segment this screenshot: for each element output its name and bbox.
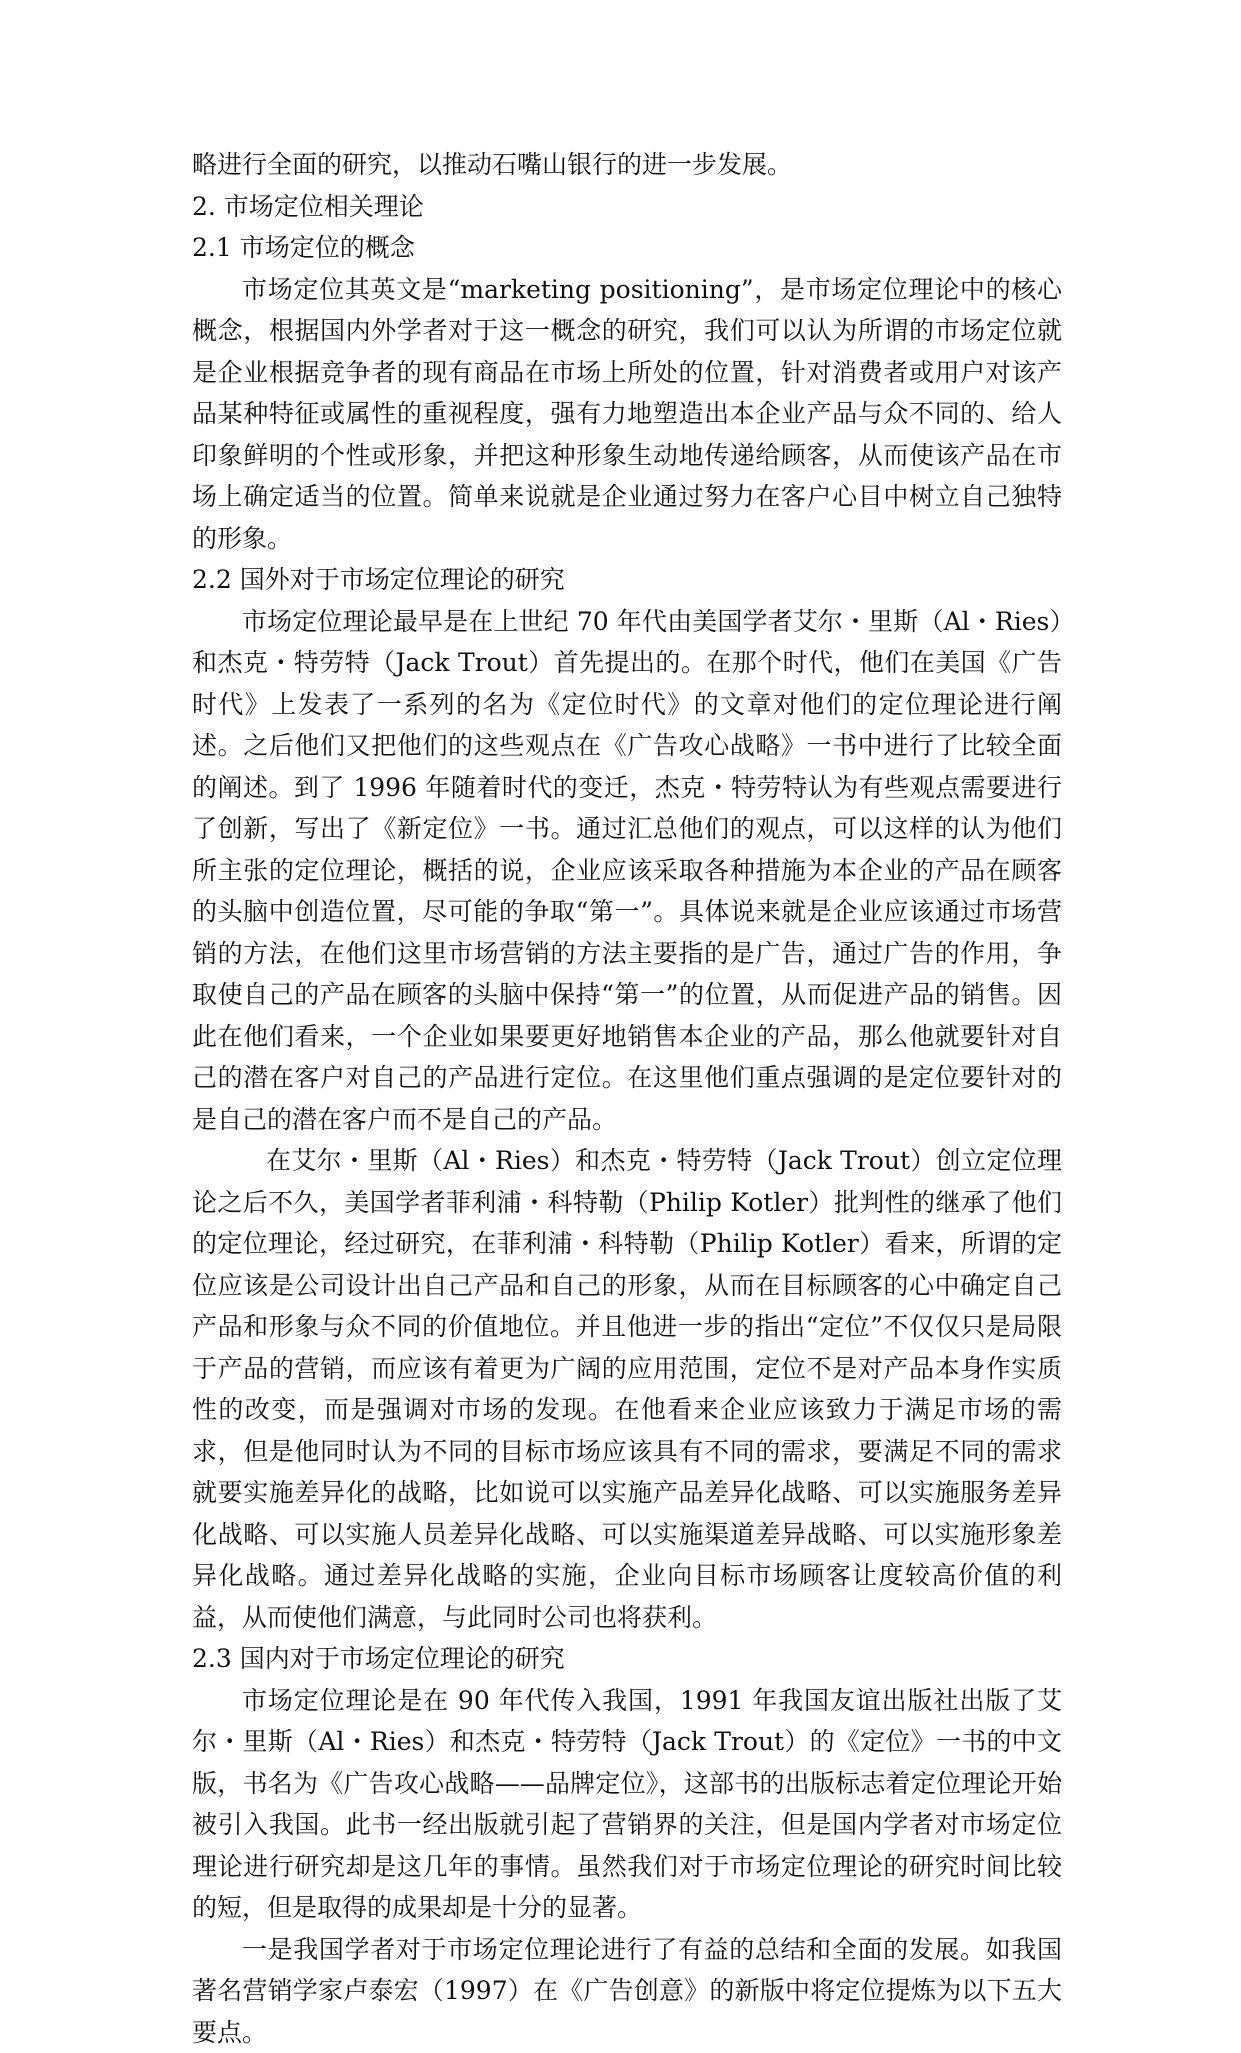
body-paragraph: 市场定位其英文是“marketing positioning”，是市场定位理论中的核心概念，根据国内外学者对于这一概念的研究，我们可以认为所谓的市场定位就是企业根据竞争者的现有商品在市场上所处的位置，针对消费者或用户对该产品某种特征或属性的重视程度，强有力地塑造出本企业产品与众不同的、给人印象鲜明的个性或形象，并把这种形象生动地传递给顾客，从而使该产品在市场上确定适当的位置。简单来说就是企业通过努力在客户心目中树立自己独特的形象。 <box>192 269 1062 560</box>
body-paragraph: 在艾尔・里斯（Al・Ries）和杰克・特劳特（Jack Trout）创立定位理论之后不久，美国学者菲利浦・科特勒（Philip Kotler）批判性的继承了他们的定位理论，经过研究，在菲利浦・科特勒（Philip Kotler）看来，所谓的定位应该是公司设计出自己产品和自己的形象，从而在目标顾客的心中确定自己产品和形象与众不同的价值地位。并且他进一步的指出“定位”不仅仅只是局限于产品的营销，而应该有着更为广阔的应用范围，定位不是对产品本身作实质性的改变，而是强调对市场的发现。在他看来企业应该致力于满足市场的需求，但是他同时认为不同的目标市场应该具有不同的需求，要满足不同的需求就要实施差异化的战略，比如说可以实施产品差异化战略、可以实施服务差异化战略、可以实施人员差异化战略、可以实施渠道差异战略、可以实施形象差异化战略。通过差异化战略的实施，企业向目标市场顾客让度较高价值的利益，从而使他们满意，与此同时公司也将获利。 <box>192 1140 1062 1638</box>
subsection-heading: 2.1 市场定位的概念 <box>192 227 1062 269</box>
body-paragraph: 一是我国学者对于市场定位理论进行了有益的总结和全面的发展。如我国著名营销学家卢泰宏（1997）在《广告创意》的新版中将定位提炼为以下五大要点。 <box>192 1929 1062 2053</box>
body-paragraph: 市场定位理论是在 90 年代传入我国，1991 年我国友谊出版社出版了艾尔・里斯（Al・Ries）和杰克・特劳特（Jack Trout）的《定位》一书的中文版，书名为《广告攻心战略——品牌定位》，这部书的出版标志着定位理论开始被引入我国。此书一经出版就引起了营销界的关注，但是国内学者对市场定位理论进行研究却是这几年的事情。虽然我们对于市场定位理论的研究时间比较的短，但是取得的成果却是十分的显著。 <box>192 1680 1062 1929</box>
document-body <box>192 144 1062 2053</box>
subsection-heading: 2.2 国外对于市场定位理论的研究 <box>192 559 1062 601</box>
section-heading: 2. 市场定位相关理论 <box>192 186 1062 228</box>
body-paragraph: 略进行全面的研究，以推动石嘴山银行的进一步发展。 <box>192 144 1062 186</box>
body-paragraph: 市场定位理论最早是在上世纪 70 年代由美国学者艾尔・里斯（Al・Ries）和杰克・特劳特（Jack Trout）首先提出的。在那个时代，他们在美国《广告时代》上发表了一系列的名为《定位时代》的文章对他们的定位理论进行阐述。之后他们又把他们的这些观点在《广告攻心战略》一书中进行了比较全面的阐述。到了 1996 年随着时代的变迁，杰克・特劳特认为有些观点需要进行了创新，写出了《新定位》一书。通过汇总他们的观点，可以这样的认为他们所主张的定位理论，概括的说，企业应该采取各种措施为本企业的产品在顾客的头脑中创造位置，尽可能的争取“第一”。具体说来就是企业应该通过市场营销的方法，在他们这里市场营销的方法主要指的是广告，通过广告的作用，争取使自己的产品在顾客的头脑中保持“第一”的位置，从而促进产品的销售。因此在他们看来，一个企业如果要更好地销售本企业的产品，那么他就要针对自己的潜在客户对自己的产品进行定位。在这里他们重点强调的是定位要针对的是自己的潜在客户而不是自己的产品。 <box>192 601 1062 1141</box>
subsection-heading: 2.3 国内对于市场定位理论的研究 <box>192 1638 1062 1680</box>
